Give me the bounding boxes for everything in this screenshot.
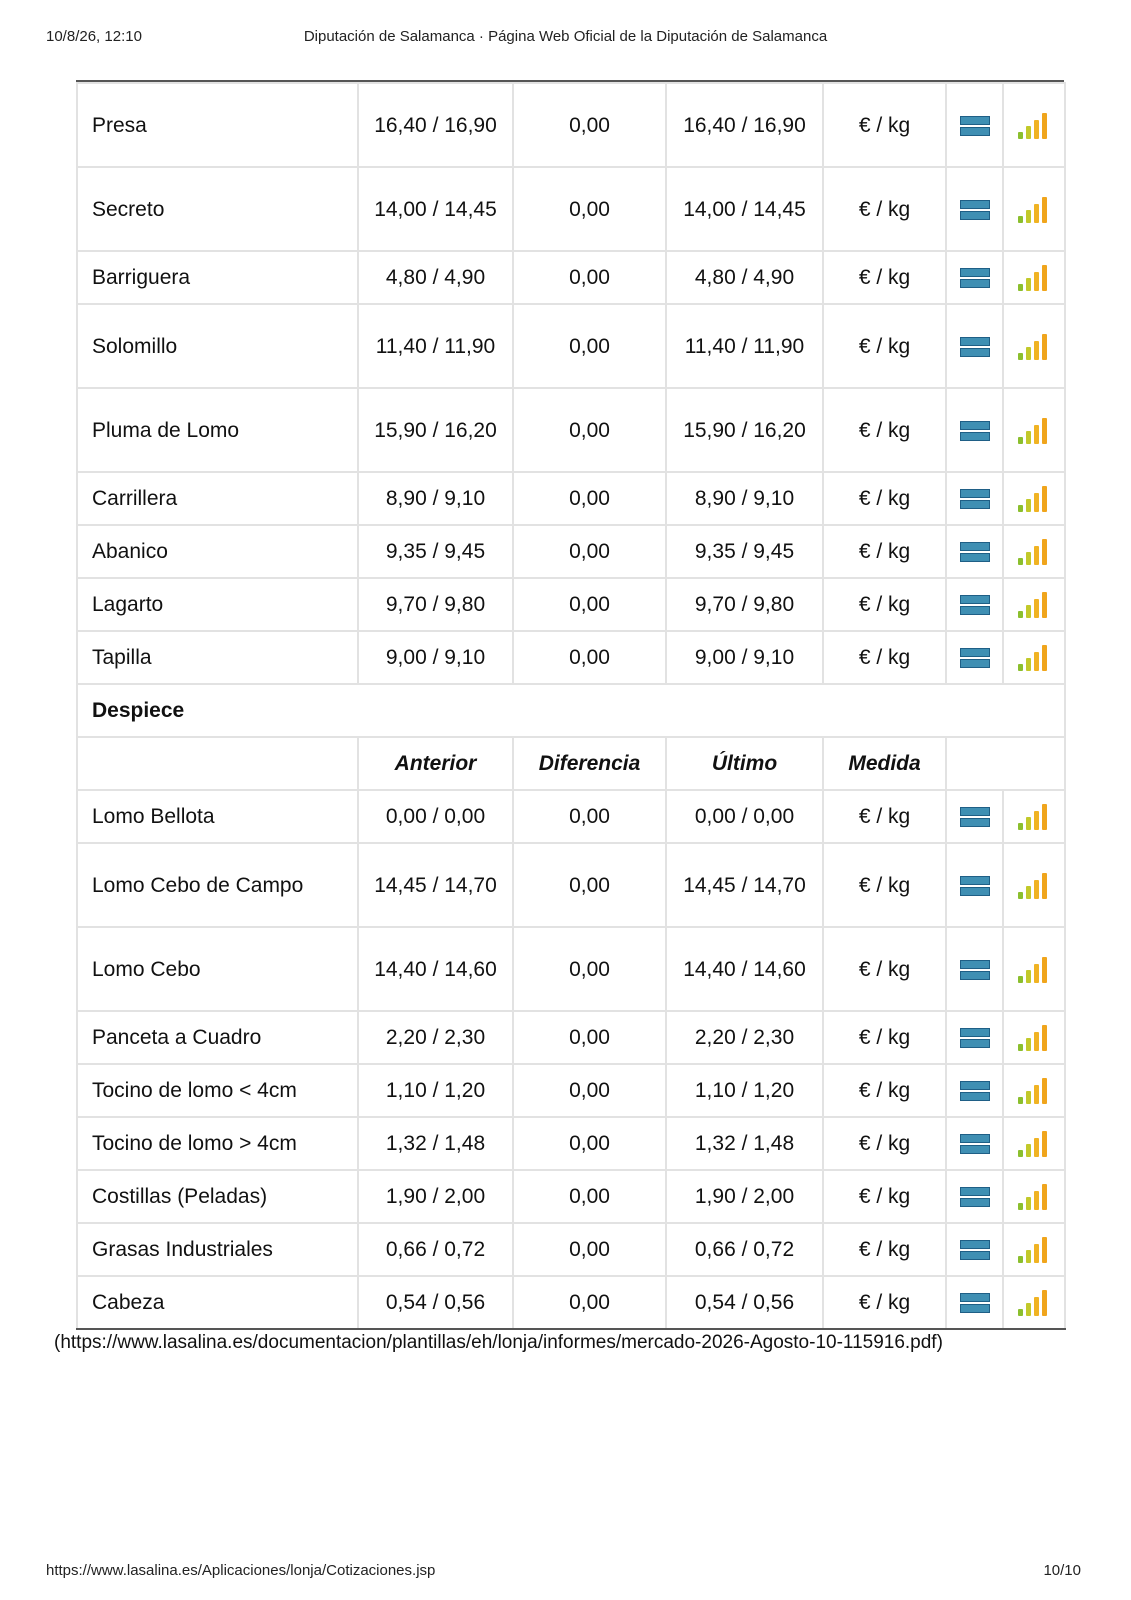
diferencia-value: 0,00 (513, 251, 666, 304)
bar-chart-icon[interactable] (1018, 418, 1050, 444)
anterior-value: 14,45 / 14,70 (358, 843, 513, 927)
anterior-value: 0,00 / 0,00 (358, 790, 513, 843)
chart-icon-cell[interactable] (1003, 167, 1065, 251)
product-name: Solomillo (77, 304, 358, 388)
chart-icon-cell[interactable] (1003, 843, 1065, 927)
ultimo-value: 14,00 / 14,45 (666, 167, 823, 251)
diferencia-value: 0,00 (513, 472, 666, 525)
bar-chart-icon[interactable] (1018, 873, 1050, 899)
table-row (77, 843, 1065, 927)
table-icon-cell[interactable] (946, 251, 1003, 304)
table-icon[interactable] (960, 959, 990, 981)
top-rows (77, 83, 1065, 1329)
diferencia-value: 0,00 (513, 631, 666, 684)
table-row (77, 1011, 1065, 1064)
diferencia-value: 0,00 (513, 83, 666, 167)
table-icon-cell[interactable] (946, 631, 1003, 684)
chart-icon-cell[interactable] (1003, 83, 1065, 167)
chart-icon-cell[interactable] (1003, 578, 1065, 631)
chart-icon-cell[interactable] (1003, 790, 1065, 843)
table-icon[interactable] (960, 1292, 990, 1314)
header-icons-cell (946, 737, 1065, 790)
medida-value: € / kg (823, 1170, 946, 1223)
header-diferencia: Diferencia (513, 737, 666, 790)
ultimo-value: 11,40 / 11,90 (666, 304, 823, 388)
product-name: Grasas Industriales (77, 1223, 358, 1276)
table-icon-cell[interactable] (946, 578, 1003, 631)
table-row (77, 631, 1065, 684)
product-name: Pluma de Lomo (77, 388, 358, 472)
source-pdf-link[interactable]: (https://www.lasalina.es/documentacion/plantillas/eh/lonja/informes/mercado-2026-Agosto-10-115916.pdf) (54, 1332, 943, 1353)
bar-chart-icon[interactable] (1018, 1237, 1050, 1263)
anterior-value: 14,00 / 14,45 (358, 167, 513, 251)
header-anterior: Anterior (358, 737, 513, 790)
chart-icon-cell[interactable] (1003, 927, 1065, 1011)
print-page-number: 10/10 (1043, 1562, 1081, 1579)
anterior-value: 8,90 / 9,10 (358, 472, 513, 525)
table-icon[interactable] (960, 1080, 990, 1102)
prices-table (76, 82, 1066, 1330)
medida-value: € / kg (823, 578, 946, 631)
product-name: Tocino de lomo > 4cm (77, 1117, 358, 1170)
anterior-value: 0,66 / 0,72 (358, 1223, 513, 1276)
section-row (77, 684, 1065, 737)
chart-icon-cell[interactable] (1003, 631, 1065, 684)
medida-value: € / kg (823, 1223, 946, 1276)
medida-value: € / kg (823, 927, 946, 1011)
product-name: Lomo Cebo de Campo (77, 843, 358, 927)
print-url: https://www.lasalina.es/Aplicaciones/lonja/Cotizaciones.jsp (46, 1562, 436, 1579)
chart-icon-cell[interactable] (1003, 388, 1065, 472)
ultimo-value: 4,80 / 4,90 (666, 251, 823, 304)
table-row (77, 1064, 1065, 1117)
anterior-value: 1,32 / 1,48 (358, 1117, 513, 1170)
table-icon-cell[interactable] (946, 304, 1003, 388)
section-title: Despiece (77, 684, 1065, 737)
chart-icon-cell[interactable] (1003, 1011, 1065, 1064)
diferencia-value: 0,00 (513, 525, 666, 578)
table-row (77, 578, 1065, 631)
anterior-value: 2,20 / 2,30 (358, 1011, 513, 1064)
table-icon-cell[interactable] (946, 790, 1003, 843)
ultimo-value: 9,70 / 9,80 (666, 578, 823, 631)
bar-chart-icon[interactable] (1018, 265, 1050, 291)
table-icon-cell[interactable] (946, 1011, 1003, 1064)
table-icon[interactable] (960, 806, 990, 828)
bar-chart-icon[interactable] (1018, 113, 1050, 139)
anterior-value: 15,90 / 16,20 (358, 388, 513, 472)
table-icon-cell[interactable] (946, 1117, 1003, 1170)
product-name: Tocino de lomo < 4cm (77, 1064, 358, 1117)
product-name: Tapilla (77, 631, 358, 684)
table-icon-cell[interactable] (946, 1223, 1003, 1276)
medida-value: € / kg (823, 83, 946, 167)
product-name: Presa (77, 83, 358, 167)
table-icon[interactable] (960, 115, 990, 137)
bar-chart-icon[interactable] (1018, 334, 1050, 360)
diferencia-value: 0,00 (513, 1064, 666, 1117)
medida-value: € / kg (823, 1117, 946, 1170)
prices-table-container (76, 82, 1064, 1330)
print-page-title: Diputación de Salamanca · Página Web Oficial de la Diputación de Salamanca (303, 28, 828, 45)
header-ultimo: Último (666, 737, 823, 790)
bar-chart-icon[interactable] (1018, 592, 1050, 618)
medida-value: € / kg (823, 525, 946, 578)
header-empty-cell (77, 737, 358, 790)
anterior-value: 4,80 / 4,90 (358, 251, 513, 304)
header-medida: Medida (823, 737, 946, 790)
bar-chart-icon[interactable] (1018, 197, 1050, 223)
product-name: Cabeza (77, 1276, 358, 1329)
print-header (0, 28, 1131, 48)
product-name: Barriguera (77, 251, 358, 304)
diferencia-value: 0,00 (513, 927, 666, 1011)
chart-icon-cell[interactable] (1003, 1117, 1065, 1170)
anterior-value: 14,40 / 14,60 (358, 927, 513, 1011)
bar-chart-icon[interactable] (1018, 486, 1050, 512)
anterior-value: 1,90 / 2,00 (358, 1170, 513, 1223)
chart-icon-cell[interactable] (1003, 251, 1065, 304)
anterior-value: 11,40 / 11,90 (358, 304, 513, 388)
table-icon[interactable] (960, 1186, 990, 1208)
anterior-value: 9,00 / 9,10 (358, 631, 513, 684)
bar-chart-icon[interactable] (1018, 957, 1050, 983)
table-icon-cell[interactable] (946, 472, 1003, 525)
diferencia-value: 0,00 (513, 304, 666, 388)
table-row (77, 251, 1065, 304)
ultimo-value: 1,32 / 1,48 (666, 1117, 823, 1170)
ultimo-value: 0,54 / 0,56 (666, 1276, 823, 1329)
bar-chart-icon[interactable] (1018, 1184, 1050, 1210)
ultimo-value: 8,90 / 9,10 (666, 472, 823, 525)
medida-value: € / kg (823, 304, 946, 388)
table-icon-cell[interactable] (946, 167, 1003, 251)
ultimo-value: 0,66 / 0,72 (666, 1223, 823, 1276)
medida-value: € / kg (823, 1064, 946, 1117)
table-row (77, 1170, 1065, 1223)
diferencia-value: 0,00 (513, 1117, 666, 1170)
product-name: Lomo Bellota (77, 790, 358, 843)
bar-chart-icon[interactable] (1018, 539, 1050, 565)
bar-chart-icon[interactable] (1018, 1290, 1050, 1316)
product-name: Abanico (77, 525, 358, 578)
bar-chart-icon[interactable] (1018, 804, 1050, 830)
table-row (77, 927, 1065, 1011)
ultimo-value: 1,90 / 2,00 (666, 1170, 823, 1223)
diferencia-value: 0,00 (513, 167, 666, 251)
table-icon-cell[interactable] (946, 1276, 1003, 1329)
medida-value: € / kg (823, 251, 946, 304)
product-name: Lagarto (77, 578, 358, 631)
bar-chart-icon[interactable] (1018, 1025, 1050, 1051)
ultimo-value: 0,00 / 0,00 (666, 790, 823, 843)
medida-value: € / kg (823, 1011, 946, 1064)
table-icon[interactable] (960, 420, 990, 442)
ultimo-value: 2,20 / 2,30 (666, 1011, 823, 1064)
table-row (77, 790, 1065, 843)
medida-value: € / kg (823, 631, 946, 684)
table-row (77, 167, 1065, 251)
chart-icon-cell[interactable] (1003, 472, 1065, 525)
table-icon-cell[interactable] (946, 525, 1003, 578)
table-icon[interactable] (960, 267, 990, 289)
chart-icon-cell[interactable] (1003, 304, 1065, 388)
anterior-value: 9,35 / 9,45 (358, 525, 513, 578)
table-icon[interactable] (960, 875, 990, 897)
column-header-row (77, 737, 1065, 790)
diferencia-value: 0,00 (513, 578, 666, 631)
table-icon-cell[interactable] (946, 843, 1003, 927)
table-icon[interactable] (960, 594, 990, 616)
diferencia-value: 0,00 (513, 1170, 666, 1223)
chart-icon-cell[interactable] (1003, 1223, 1065, 1276)
product-name: Costillas (Peladas) (77, 1170, 358, 1223)
diferencia-value: 0,00 (513, 1011, 666, 1064)
medida-value: € / kg (823, 1276, 946, 1329)
product-name: Carrillera (77, 472, 358, 525)
table-icon-cell[interactable] (946, 927, 1003, 1011)
bar-chart-icon[interactable] (1018, 1078, 1050, 1104)
diferencia-value: 0,00 (513, 1223, 666, 1276)
table-icon[interactable] (960, 1239, 990, 1261)
diferencia-value: 0,00 (513, 790, 666, 843)
table-row (77, 525, 1065, 578)
table-row (77, 472, 1065, 525)
medida-value: € / kg (823, 790, 946, 843)
medida-value: € / kg (823, 167, 946, 251)
table-icon[interactable] (960, 1027, 990, 1049)
product-name: Secreto (77, 167, 358, 251)
product-name: Lomo Cebo (77, 927, 358, 1011)
ultimo-value: 1,10 / 1,20 (666, 1064, 823, 1117)
table-icon[interactable] (960, 647, 990, 669)
medida-value: € / kg (823, 388, 946, 472)
product-name: Panceta a Cuadro (77, 1011, 358, 1064)
table-row (77, 1117, 1065, 1170)
table-row (77, 83, 1065, 167)
table-icon[interactable] (960, 336, 990, 358)
diferencia-value: 0,00 (513, 1276, 666, 1329)
table-icon-cell[interactable] (946, 83, 1003, 167)
table-row (77, 388, 1065, 472)
table-icon-cell[interactable] (946, 388, 1003, 472)
table-icon[interactable] (960, 1133, 990, 1155)
anterior-value: 0,54 / 0,56 (358, 1276, 513, 1329)
bar-chart-icon[interactable] (1018, 645, 1050, 671)
chart-icon-cell[interactable] (1003, 525, 1065, 578)
table-row (77, 1276, 1065, 1329)
diferencia-value: 0,00 (513, 843, 666, 927)
chart-icon-cell[interactable] (1003, 1064, 1065, 1117)
table-icon-cell[interactable] (946, 1170, 1003, 1223)
medida-value: € / kg (823, 472, 946, 525)
table-icon[interactable] (960, 541, 990, 563)
ultimo-value: 14,40 / 14,60 (666, 927, 823, 1011)
anterior-value: 16,40 / 16,90 (358, 83, 513, 167)
print-datetime: 10/8/26, 12:10 (46, 28, 142, 45)
print-footer (0, 1562, 1131, 1582)
ultimo-value: 14,45 / 14,70 (666, 843, 823, 927)
table-icon-cell[interactable] (946, 1064, 1003, 1117)
chart-icon-cell[interactable] (1003, 1170, 1065, 1223)
ultimo-value: 9,00 / 9,10 (666, 631, 823, 684)
medida-value: € / kg (823, 843, 946, 927)
ultimo-value: 15,90 / 16,20 (666, 388, 823, 472)
anterior-value: 1,10 / 1,20 (358, 1064, 513, 1117)
table-row (77, 1223, 1065, 1276)
ultimo-value: 16,40 / 16,90 (666, 83, 823, 167)
table-icon[interactable] (960, 199, 990, 221)
table-row (77, 304, 1065, 388)
ultimo-value: 9,35 / 9,45 (666, 525, 823, 578)
table-icon[interactable] (960, 488, 990, 510)
anterior-value: 9,70 / 9,80 (358, 578, 513, 631)
diferencia-value: 0,00 (513, 388, 666, 472)
bar-chart-icon[interactable] (1018, 1131, 1050, 1157)
chart-icon-cell[interactable] (1003, 1276, 1065, 1329)
